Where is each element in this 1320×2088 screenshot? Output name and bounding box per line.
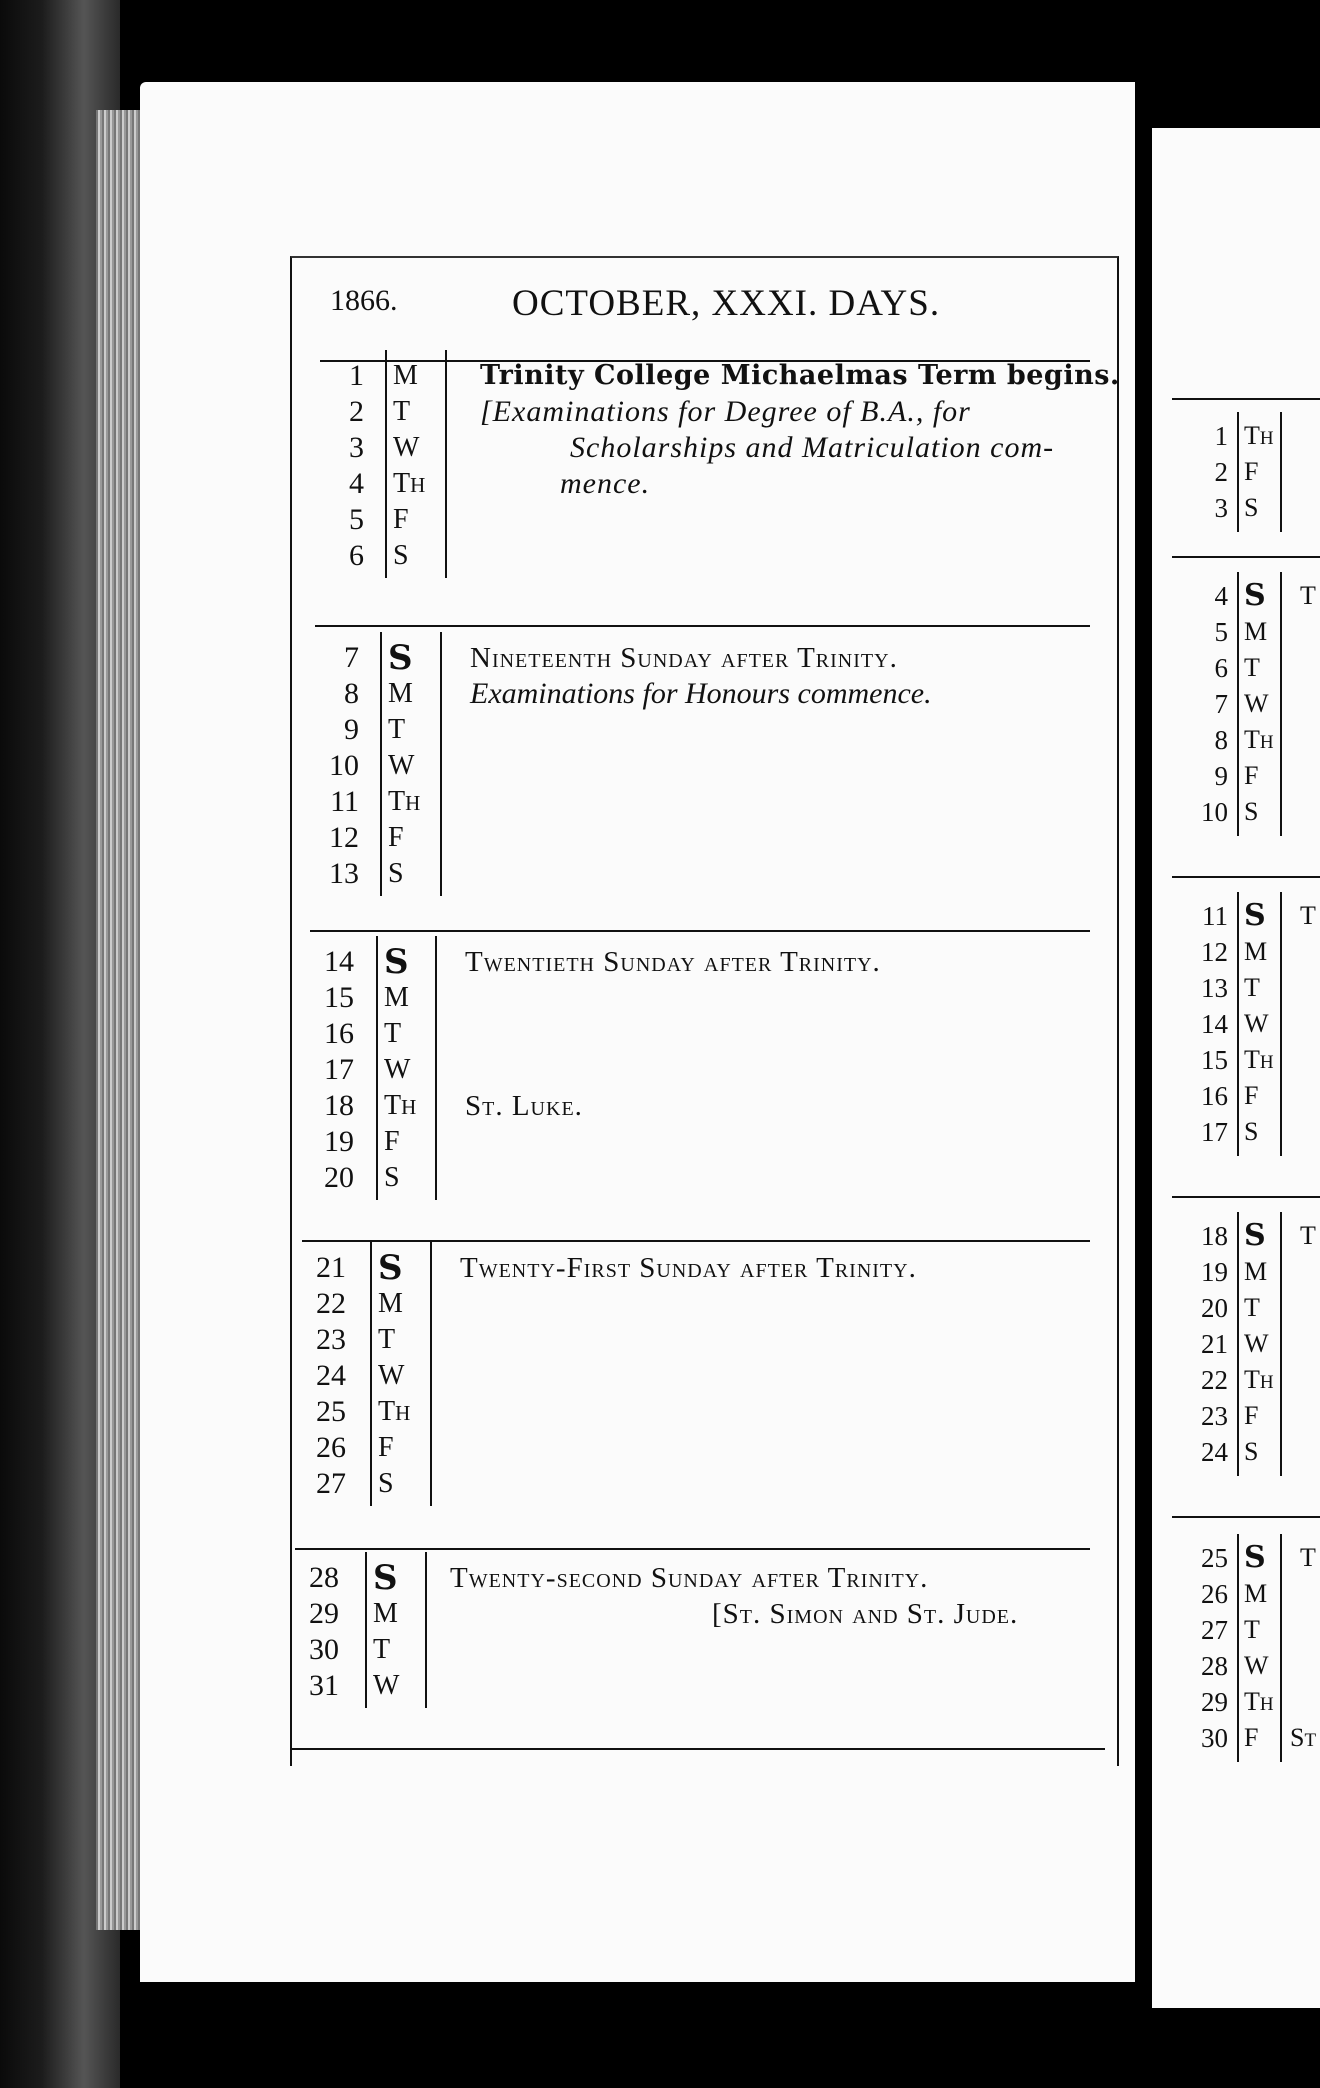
week-divider <box>315 625 1090 627</box>
day-number: 10 <box>1201 797 1228 827</box>
day-number: 5 <box>1214 617 1228 647</box>
day-number: 21 <box>316 1251 346 1284</box>
day-of-week: W <box>1244 1651 1269 1680</box>
day-number: 4 <box>349 467 364 500</box>
day-of-week: TH <box>378 1396 411 1427</box>
year-label: 1866. <box>330 284 398 317</box>
day-number: 15 <box>324 981 354 1014</box>
day-of-week: S <box>1244 493 1259 522</box>
day-of-week: TH <box>1244 1365 1274 1394</box>
calendar-entry: [Examinations for Degree of B.A., for <box>480 395 971 428</box>
calendar-entry: St. Luke. <box>465 1090 583 1122</box>
day-of-week: T <box>1244 1615 1260 1644</box>
day-number: 5 <box>349 503 364 536</box>
day-of-week: S <box>388 858 404 889</box>
day-of-week: T <box>1244 653 1260 682</box>
column-divider <box>1280 1534 1282 1762</box>
cut-off-entry: ST <box>1290 1723 1317 1752</box>
week-divider <box>302 1240 1090 1242</box>
day-of-week: S <box>373 1558 398 1598</box>
day-number: 28 <box>1201 1651 1228 1681</box>
day-number: 31 <box>309 1669 339 1702</box>
day-of-week: S <box>393 540 409 571</box>
day-number: 13 <box>329 857 359 890</box>
day-of-week: T <box>373 1634 391 1665</box>
day-number: 17 <box>324 1053 354 1086</box>
day-number: 2 <box>349 395 364 428</box>
day-number: 19 <box>324 1125 354 1158</box>
day-number: 6 <box>1214 653 1228 683</box>
day-of-week: S <box>1244 578 1266 613</box>
day-number: 26 <box>316 1431 346 1464</box>
day-of-week: S <box>378 1468 394 1499</box>
day-number: 24 <box>1201 1437 1228 1467</box>
day-number: 25 <box>1201 1543 1228 1573</box>
day-of-week: F <box>1244 1081 1259 1110</box>
column-divider <box>1280 412 1282 532</box>
calendar-entry: mence. <box>560 467 651 500</box>
day-number: 29 <box>1201 1687 1228 1717</box>
day-number: 23 <box>316 1323 346 1356</box>
day-number: 30 <box>309 1633 339 1666</box>
day-number: 2 <box>1214 457 1228 487</box>
day-number: 20 <box>324 1161 354 1194</box>
day-number: 20 <box>1201 1293 1228 1323</box>
day-of-week: W <box>388 750 415 781</box>
day-number: 3 <box>1214 493 1228 523</box>
calendar-entry: Examinations for Honours commence. <box>470 677 932 710</box>
day-number: 25 <box>316 1395 346 1428</box>
day-of-week: F <box>1244 1723 1259 1752</box>
day-of-week: S <box>388 638 413 678</box>
column-divider <box>435 936 437 1200</box>
day-of-week: S <box>1244 1437 1259 1466</box>
day-number: 26 <box>1201 1579 1228 1609</box>
week-divider <box>1172 398 1320 400</box>
day-of-week: T <box>388 714 406 745</box>
day-of-week: M <box>1244 1257 1268 1286</box>
day-of-week: F <box>378 1432 394 1463</box>
day-of-week: F <box>1244 1401 1259 1430</box>
day-of-week: TH <box>384 1090 417 1121</box>
day-of-week: S <box>1244 1117 1259 1146</box>
column-divider <box>380 632 382 896</box>
day-of-week: S <box>384 1162 400 1193</box>
column-divider <box>425 1552 427 1708</box>
day-number: 30 <box>1201 1723 1228 1753</box>
day-of-week: M <box>1244 937 1268 966</box>
day-number: 14 <box>324 945 354 978</box>
column-divider <box>430 1242 432 1506</box>
right-page <box>1152 128 1320 2008</box>
day-number: 22 <box>1201 1365 1228 1395</box>
day-of-week: TH <box>1244 421 1274 450</box>
calendar-entry: Trinity College Michaelmas Term begins. <box>480 360 1120 391</box>
day-of-week: W <box>1244 1329 1269 1358</box>
day-of-week: TH <box>388 786 421 817</box>
day-number: 6 <box>349 539 364 572</box>
day-of-week: S <box>1244 1218 1266 1253</box>
calendar-entry: Twentieth Sunday after Trinity. <box>465 946 881 978</box>
day-number: 14 <box>1201 1009 1228 1039</box>
column-divider <box>365 1552 367 1708</box>
column-divider <box>370 1242 372 1506</box>
calendar-entry: Twenty-First Sunday after Trinity. <box>460 1252 917 1284</box>
calendar-entry: Scholarships and Matriculation com- <box>570 431 1055 464</box>
day-of-week: T <box>1244 973 1260 1002</box>
day-number: 12 <box>329 821 359 854</box>
calendar-entry: Twenty-second Sunday after Trinity. <box>450 1562 929 1594</box>
day-of-week: F <box>393 504 409 535</box>
day-number: 8 <box>1214 725 1228 755</box>
day-number: 7 <box>344 641 359 674</box>
day-of-week: TH <box>1244 725 1274 754</box>
day-of-week: TH <box>393 468 426 499</box>
day-of-week: W <box>378 1360 405 1391</box>
day-number: 9 <box>344 713 359 746</box>
day-number: 1 <box>349 359 364 392</box>
day-of-week: W <box>1244 689 1269 718</box>
day-of-week: M <box>388 678 413 709</box>
week-divider <box>310 930 1090 932</box>
calendar-entry: Nineteenth Sunday after Trinity. <box>470 642 898 674</box>
day-of-week: T <box>384 1018 402 1049</box>
day-number: 10 <box>329 749 359 782</box>
day-number: 8 <box>344 677 359 710</box>
day-number: 7 <box>1214 689 1228 719</box>
day-number: 11 <box>1202 901 1228 931</box>
column-divider <box>1237 572 1239 836</box>
column-divider <box>445 350 447 578</box>
column-divider <box>1237 1534 1239 1762</box>
day-of-week: M <box>373 1598 398 1629</box>
day-number: 21 <box>1201 1329 1228 1359</box>
column-divider <box>1280 572 1282 836</box>
day-number: 27 <box>1201 1615 1228 1645</box>
week-divider <box>1172 876 1320 878</box>
day-of-week: M <box>1244 1579 1268 1608</box>
day-of-week: F <box>384 1126 400 1157</box>
day-of-week: S <box>384 942 409 982</box>
day-of-week: F <box>1244 761 1259 790</box>
column-divider <box>1237 412 1239 532</box>
day-number: 23 <box>1201 1401 1228 1431</box>
day-number: 19 <box>1201 1257 1228 1287</box>
day-number: 16 <box>324 1017 354 1050</box>
day-of-week: S <box>378 1248 403 1288</box>
day-of-week: M <box>1244 617 1268 646</box>
day-of-week: W <box>393 432 420 463</box>
day-of-week: S <box>1244 797 1259 826</box>
day-number: 16 <box>1201 1081 1228 1111</box>
day-number: 24 <box>316 1359 346 1392</box>
day-number: 22 <box>316 1287 346 1320</box>
day-number: 15 <box>1201 1045 1228 1075</box>
week-divider <box>1172 1196 1320 1198</box>
cut-off-entry: T <box>1300 1543 1316 1572</box>
day-of-week: W <box>373 1670 400 1701</box>
day-number: 29 <box>309 1597 339 1630</box>
calendar-entry: [St. Simon and St. Jude. <box>712 1598 1019 1630</box>
day-of-week: T <box>378 1324 396 1355</box>
column-divider <box>1280 1212 1282 1476</box>
day-number: 18 <box>1201 1221 1228 1251</box>
day-number: 4 <box>1214 581 1228 611</box>
day-of-week: T <box>393 396 411 427</box>
day-of-week: M <box>393 360 418 391</box>
day-number: 3 <box>349 431 364 464</box>
cut-off-entry: T <box>1300 581 1316 610</box>
day-number: 12 <box>1201 937 1228 967</box>
column-divider <box>1280 892 1282 1156</box>
day-number: 9 <box>1214 761 1228 791</box>
day-of-week: F <box>1244 457 1259 486</box>
day-of-week: TH <box>1244 1687 1274 1716</box>
day-number: 17 <box>1201 1117 1228 1147</box>
day-number: 11 <box>330 785 359 818</box>
week-divider <box>1172 1516 1320 1518</box>
week-divider <box>1172 556 1320 558</box>
week-divider <box>295 1548 1090 1550</box>
day-number: 13 <box>1201 973 1228 1003</box>
column-divider <box>385 350 387 578</box>
day-of-week: TH <box>1244 1045 1274 1074</box>
month-title: OCTOBER, XXXI. DAYS. <box>512 283 941 324</box>
cut-off-entry: T <box>1300 1221 1316 1250</box>
day-of-week: S <box>1244 1540 1266 1575</box>
day-number: 27 <box>316 1467 346 1500</box>
day-of-week: W <box>1244 1009 1269 1038</box>
column-divider <box>1237 892 1239 1156</box>
cut-off-entry: T <box>1300 901 1316 930</box>
day-of-week: F <box>388 822 404 853</box>
day-of-week: S <box>1244 898 1266 933</box>
bottom-rule <box>290 1748 1105 1750</box>
day-of-week: T <box>1244 1293 1260 1322</box>
column-divider <box>376 936 378 1200</box>
day-of-week: W <box>384 1054 411 1085</box>
column-divider <box>1237 1212 1239 1476</box>
column-divider <box>440 632 442 896</box>
day-of-week: M <box>384 982 409 1013</box>
day-number: 18 <box>324 1089 354 1122</box>
day-number: 1 <box>1214 421 1228 451</box>
day-number: 28 <box>309 1561 339 1594</box>
day-of-week: M <box>378 1288 403 1319</box>
